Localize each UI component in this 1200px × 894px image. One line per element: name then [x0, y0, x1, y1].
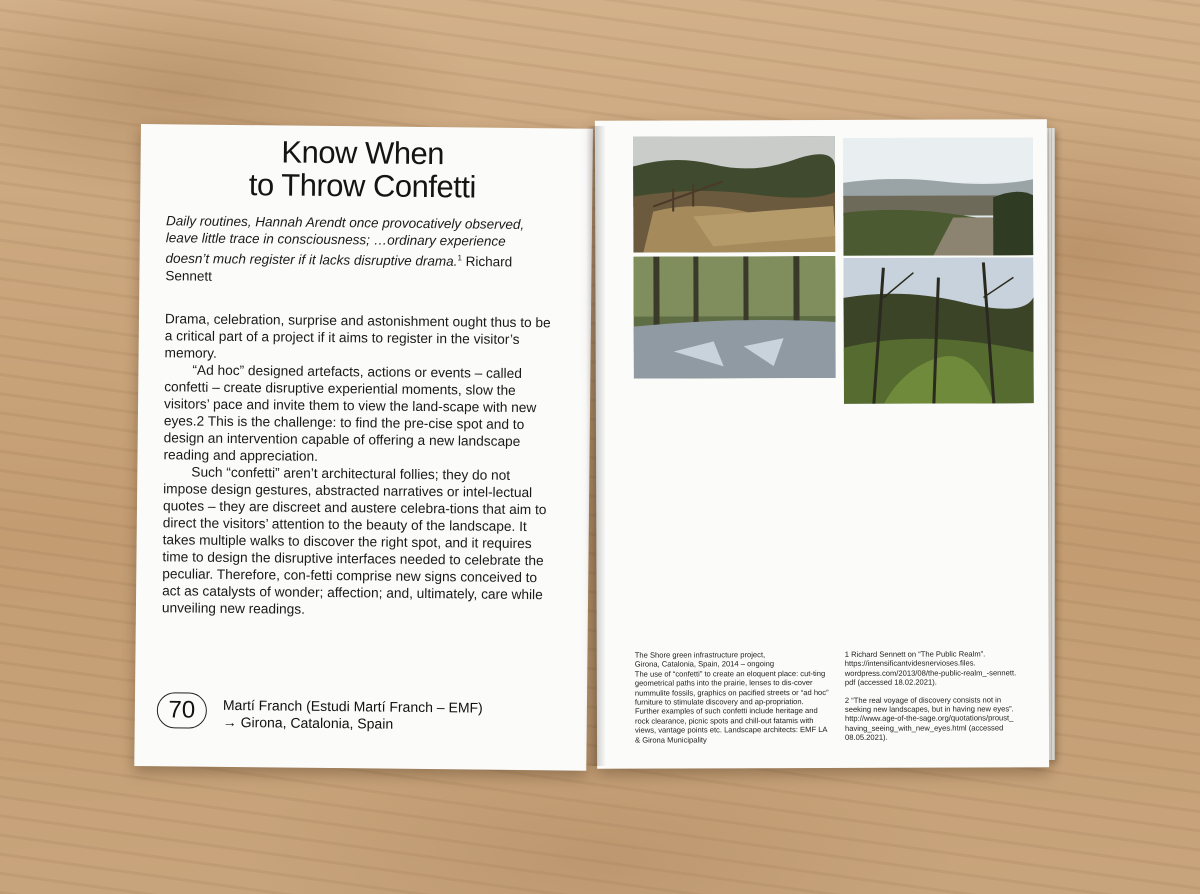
- photo-forest-path: [633, 256, 835, 379]
- footnote-2-line-5: 08.05.2021).: [845, 733, 888, 743]
- page-footer: [157, 692, 577, 736]
- caption-location: Girona, Catalonia, Spain, 2014 – ongoing: [634, 659, 775, 670]
- caption-project: The Shore green infrastructure project,: [634, 650, 766, 660]
- title-line-2: to Throw Confetti: [248, 167, 477, 205]
- right-page: [595, 119, 1049, 769]
- body-paragraph-1: Drama, celebration, surprise and astonishment ought thus to be a critical part of a project if it aims to register in the visitor’s memory.: [164, 311, 551, 361]
- page-number: 70: [157, 692, 207, 729]
- footnote-2-line-2: seeking new landscapes, but in having new eyes”.: [844, 704, 1014, 714]
- intro-quote: Daily routines, Hannah Arendt once provocatively observed, leave little trace in consciousness; …ordinary experience doesn’t much register if it lacks disruptive drama.: [165, 213, 525, 269]
- intro-note-ref: 1: [457, 253, 462, 263]
- intro-author: Richard Sennett: [165, 253, 513, 284]
- photo-caption: [635, 650, 829, 745]
- author-name: Martí Franch (Estudi Martí Franch – EMF): [222, 696, 483, 716]
- footnote-2: [845, 695, 1035, 743]
- photo-city-panorama: [843, 137, 1033, 256]
- author-location: → Girona, Catalonia, Spain: [222, 713, 394, 732]
- caption-body: The use of “confetti” to create an eloquent place: cut-ting geometrical paths into the prairie, lenses to dis-cover nummulite fossils, graphics on pacified streets or “ad hoc” furniture to stimulate discovery and ap-propriation. Further examples of such confetti include heritage and rock clearance, picnic spots and chill-out fatamis with views, vantage points etc. Landscape architects: EMF LA & Girona Municipality: [634, 668, 829, 745]
- body-text: [162, 310, 559, 620]
- article-title: [202, 135, 523, 204]
- footnote-1: [845, 649, 1035, 687]
- photo-bare-trees: [843, 257, 1034, 404]
- book-gutter: [586, 126, 606, 766]
- intro-epigraph: [165, 212, 546, 287]
- left-page: [134, 124, 593, 771]
- body-paragraph-2: “Ad hoc” designed artefacts, actions or events – called confetti – create disruptive experiential moments, slow the visitors’ pace and invite them to view the land-scape with new eyes.2 This is the challenge: to find the pre-cise spot and to design an intervention capable of offering a new landscape reading and appreciation.: [163, 362, 537, 464]
- footnotes: [845, 649, 1035, 750]
- author-credit: [223, 697, 543, 734]
- footnote-1-line-3: wordpress.com/2013/08/the-public-realm_-sennett.: [844, 668, 1017, 678]
- footnote-2-line-4: having_seeing_with_new_eyes.html (accessed: [844, 723, 1004, 733]
- footnote-1-line-2: https://intensificantvidesnervioses.files.: [844, 658, 976, 669]
- title-line-1: Know When: [281, 134, 445, 172]
- footnote-1-line-4: pdf (accessed 18.02.2021).: [844, 677, 937, 688]
- footnote-2-line-3: http://www.age-of-the-sage.org/quotations/proust_: [844, 713, 1014, 724]
- body-paragraph-3: Such “confetti” aren’t architectural follies; they do not impose design gestures, abstracted narratives or intel-lectual quotes – they are discreet and austere celebra-tions that aim to direct the visitors’ attention to the beauty of the landscape. It takes multiple walks to discover the right spot, and it requires time to design the disruptive interfaces needed to celebrate the peculiar. Therefore, con-fetti comprise new signs conceived to act as catalysts of wonder; affection; and, ultimately, care while unveiling new readings.: [161, 464, 547, 617]
- photo-rocky-viewpoint: [633, 136, 835, 253]
- footnote-2-line-1: 2 “The real voyage of discovery consists not in: [844, 695, 1002, 705]
- footnote-1-line-1: 1 Richard Sennett on “The Public Realm”.: [844, 649, 986, 659]
